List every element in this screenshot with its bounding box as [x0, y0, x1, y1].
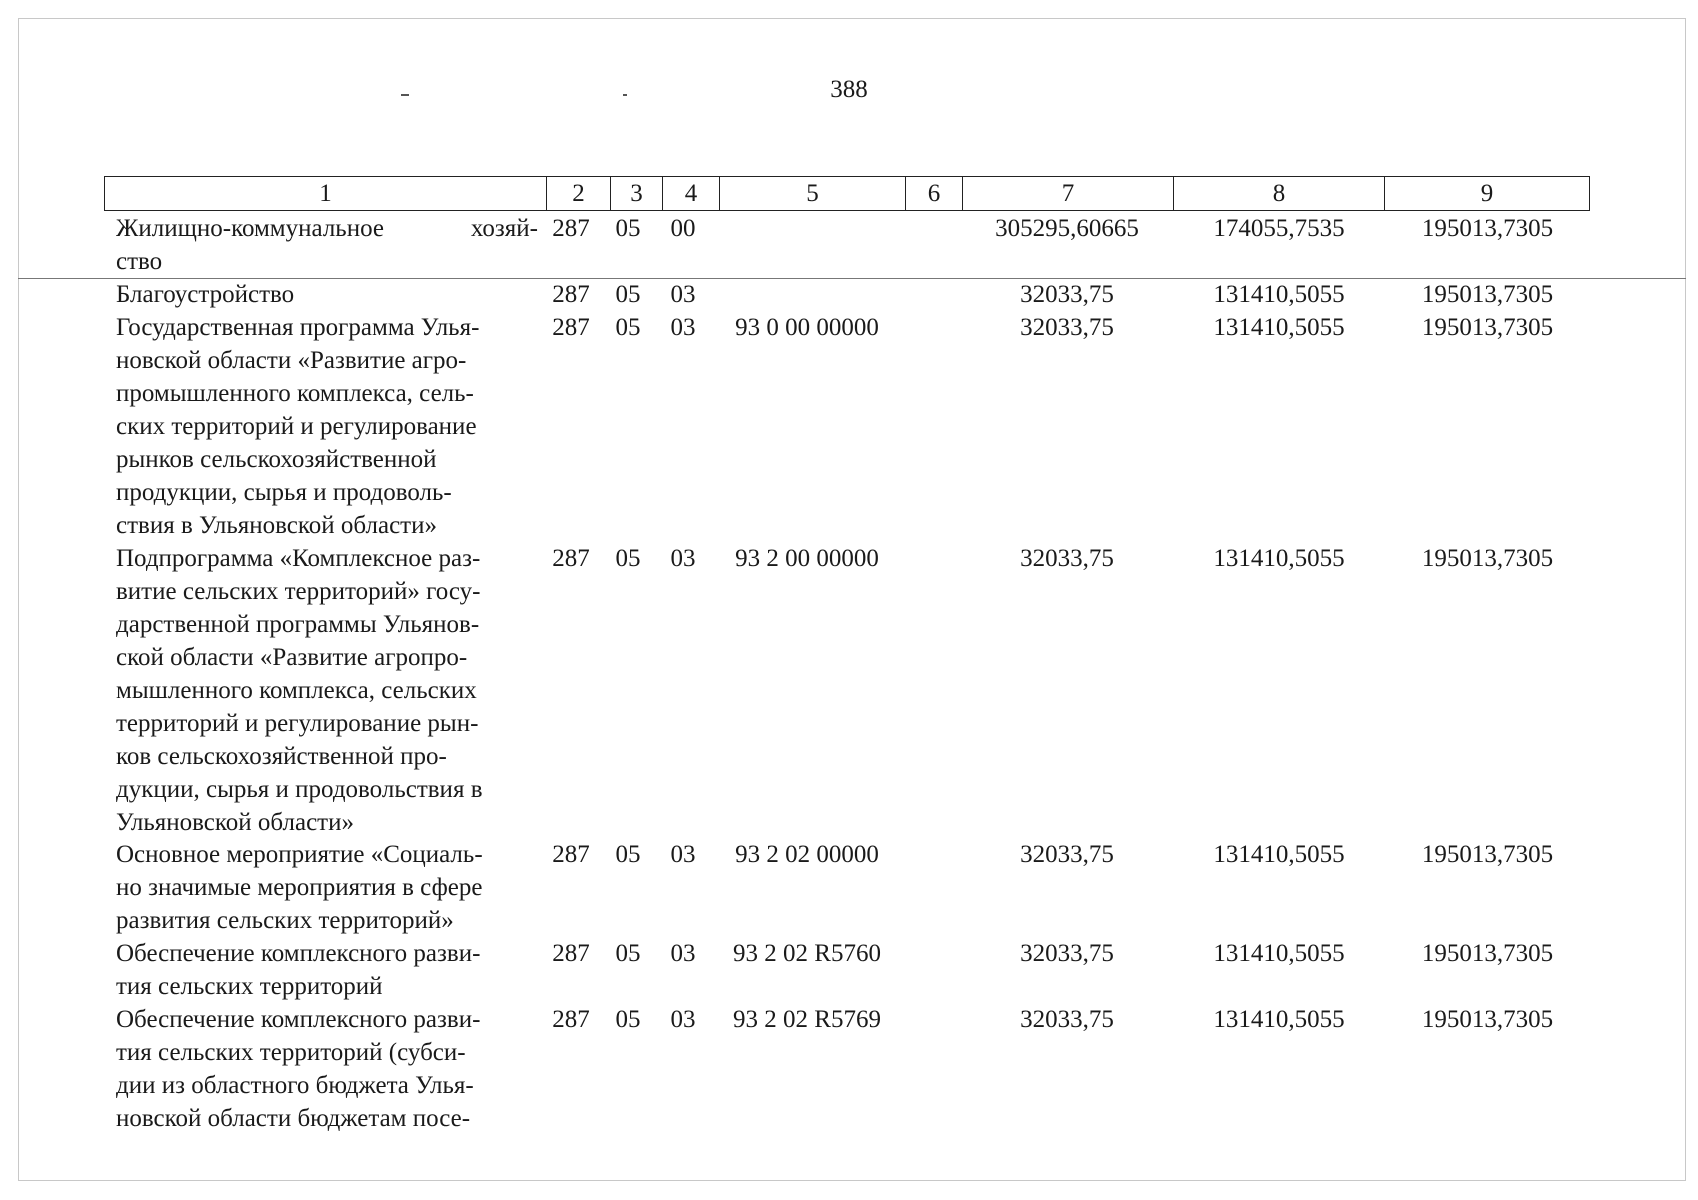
- header-col-7: 7: [962, 177, 1173, 210]
- row-col-3: 05: [615, 841, 641, 868]
- row-col-2: 287: [552, 1006, 590, 1033]
- row-col-4: 03: [670, 545, 696, 572]
- row-col-3: 05: [615, 1006, 641, 1033]
- row-col-5: 93 2 02 R5769: [733, 1006, 881, 1033]
- table-header-row: [104, 176, 1590, 211]
- header-col-3: 3: [610, 177, 662, 210]
- row-col-9: 195013,7305: [1421, 545, 1554, 572]
- row-col-2: 287: [552, 215, 590, 242]
- header-col-9: 9: [1384, 177, 1589, 210]
- row-col-8: 131410,5055: [1213, 545, 1345, 572]
- row-col-5: 93 2 02 00000: [735, 841, 879, 868]
- row-col-4: 00: [670, 215, 696, 242]
- row-col-3: 05: [615, 215, 641, 242]
- row-col-2: 287: [552, 545, 590, 572]
- row-col-3: 05: [615, 940, 641, 967]
- row-name: Обеспечение комплексного разви- тия сельских территорий: [116, 940, 481, 1000]
- row-col-5: 93 2 00 00000: [735, 545, 879, 572]
- row-col-9: 195013,7305: [1421, 940, 1554, 967]
- row-col-8: 131410,5055: [1213, 940, 1345, 967]
- row-col-8: 131410,5055: [1213, 281, 1345, 308]
- row-col-5: 93 0 00 00000: [735, 314, 879, 341]
- header-col-1: 1: [319, 180, 332, 207]
- row-name: Государственная программа Улья- новской области «Развитие агро- промышленного комплекса, сель- ских территорий и регулирование рынков сельскохозяйственной продукции, сырья и продоволь- ствия в Ульяновской области»: [116, 314, 480, 539]
- header-col-4: 4: [662, 177, 719, 210]
- row-col-8: 131410,5055: [1213, 1006, 1345, 1033]
- header-col-2: 2: [546, 177, 610, 210]
- row-col-9: 195013,7305: [1421, 314, 1554, 341]
- row-name: Подпрограмма «Комплексное раз- витие сельских территорий» госу- дарственной программы Ульянов- ской области «Развитие агропро- мышленного комплекса, сельских территорий и регулирование рын- ков сельскохозяйственной про- дукции, сырья и продовольствия в Ульяновской области»: [116, 545, 483, 836]
- row-col-9: 195013,7305: [1421, 281, 1554, 308]
- row-col-7: 32033,75: [1020, 545, 1114, 572]
- row-col-4: 03: [670, 940, 696, 967]
- row-col-7: 32033,75: [1020, 1006, 1114, 1033]
- row-col-9: 195013,7305: [1421, 841, 1554, 868]
- row-col-4: 03: [670, 1006, 696, 1033]
- row-col-4: 03: [670, 841, 696, 868]
- row-col-7: 32033,75: [1020, 281, 1114, 308]
- row-col-9: 195013,7305: [1421, 1006, 1554, 1033]
- row-col-5: 93 2 02 R5760: [733, 940, 881, 967]
- header-col-8: 8: [1173, 177, 1384, 210]
- row-col-4: 03: [670, 281, 696, 308]
- row-name: Основное мероприятие «Социаль- но значимые мероприятия в сфере развития сельских территорий»: [116, 841, 483, 934]
- row-name: Обеспечение комплексного разви- тия сельских территорий (субси- дии из областного бюджета Улья- новской области бюджетам посе-: [116, 1006, 481, 1132]
- row-col-2: 287: [552, 281, 590, 308]
- row-col-7: 32033,75: [1020, 314, 1114, 341]
- row-col-2: 287: [552, 314, 590, 341]
- header-col-6: 6: [905, 177, 962, 210]
- row-col-8: 174055,7535: [1213, 215, 1345, 242]
- row-col-3: 05: [615, 545, 641, 572]
- row-col-8: 131410,5055: [1213, 314, 1345, 341]
- row-col-3: 05: [615, 281, 641, 308]
- row-col-3: 05: [615, 314, 641, 341]
- header-col-5: 5: [719, 177, 905, 210]
- row-name: Благоустройство: [116, 281, 295, 308]
- row-name: Жилищно-коммунальное хозяй- ство: [116, 215, 538, 275]
- row-col-7: 32033,75: [1020, 841, 1114, 868]
- row-col-2: 287: [552, 940, 590, 967]
- page-number: 388: [830, 76, 868, 103]
- row-col-7: 32033,75: [1020, 940, 1114, 967]
- row-col-8: 131410,5055: [1213, 841, 1345, 868]
- row-col-4: 03: [670, 314, 696, 341]
- row-col-7: 305295,60665: [995, 215, 1139, 242]
- row-col-9: 195013,7305: [1421, 215, 1554, 242]
- row-col-2: 287: [552, 841, 590, 868]
